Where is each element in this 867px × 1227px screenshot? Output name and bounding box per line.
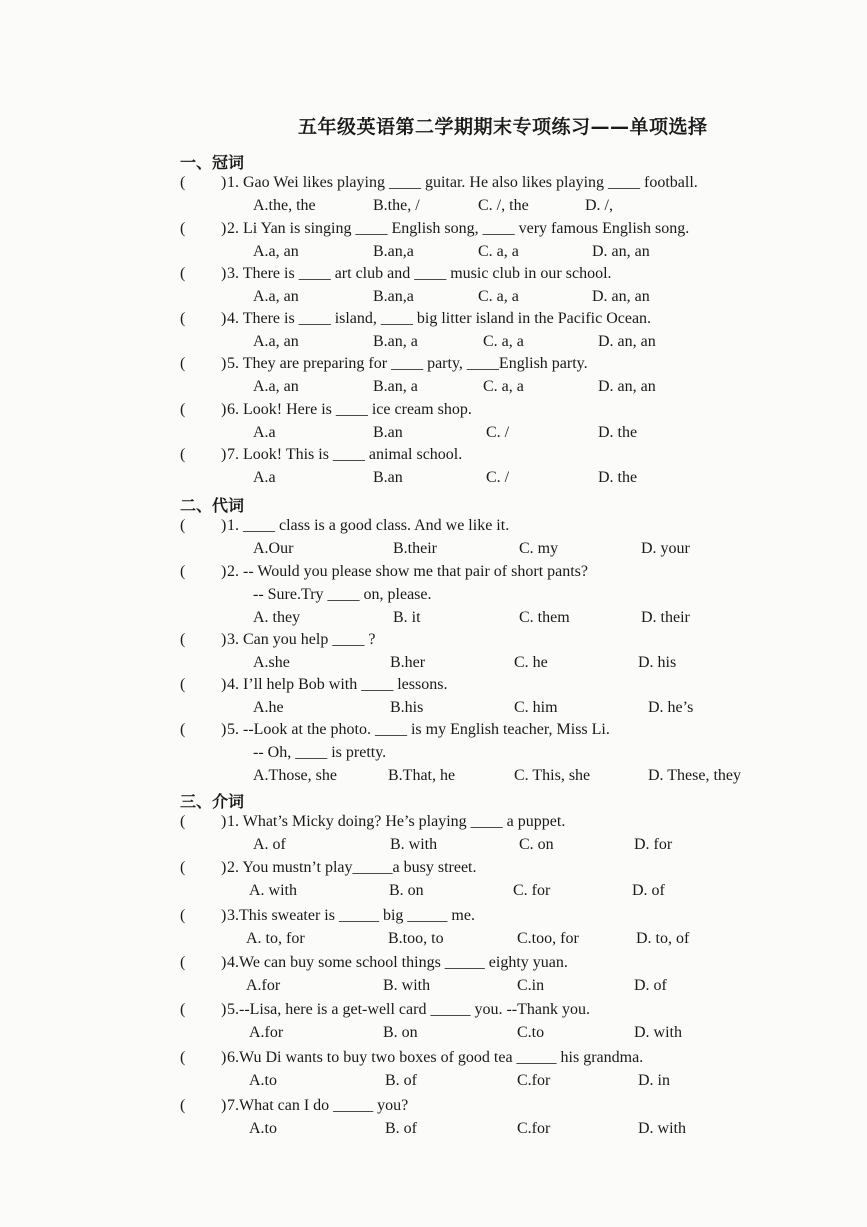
option-d: D. /, (585, 197, 613, 214)
option-b: B.an, a (373, 378, 418, 395)
question-text: 2. -- Would you please show me that pair of short pants? (227, 563, 589, 580)
option-a: A.a (253, 469, 276, 486)
option-c: C. /, the (478, 197, 529, 214)
option-d: D. of (634, 977, 667, 994)
option-c: C. he (514, 654, 548, 671)
section-heading: 二、代词 (180, 496, 245, 515)
option-d: D. his (638, 654, 677, 671)
question-text: 6. Look! Here is ____ ice cream shop. (227, 401, 472, 418)
answer-blank-open: ( (180, 220, 186, 237)
answer-blank-open: ( (180, 401, 186, 418)
option-b: B. with (383, 977, 431, 994)
question-text: 5. They are preparing for ____ party, ____English party. (227, 355, 588, 372)
option-b: B.an (373, 424, 403, 441)
option-a: A.a (253, 424, 276, 441)
answer-blank-open: ( (180, 676, 186, 693)
option-d: D. to, of (636, 930, 690, 947)
answer-blank-open: ( (180, 813, 186, 830)
option-b: B. of (385, 1120, 417, 1137)
option-b: B.too, to (388, 930, 444, 947)
option-b: B.an (373, 469, 403, 486)
answer-blank-close: ) (221, 174, 227, 191)
page-title: 五年级英语第二学期期末专项练习——单项选择 (298, 116, 708, 138)
option-b: B. on (389, 882, 424, 899)
option-d: D. with (634, 1024, 682, 1041)
option-d: D. their (641, 609, 690, 626)
option-a: A. with (249, 882, 297, 899)
question-text: 3. Can you help ____ ? (227, 631, 376, 648)
option-c: C. my (519, 540, 559, 557)
option-d: D. in (638, 1072, 670, 1089)
question-text: 5. --Look at the photo. ____ is my English teacher, Miss Li. (227, 721, 610, 738)
option-c: C. / (486, 469, 510, 486)
option-a: A.the, the (253, 197, 316, 214)
answer-blank-open: ( (180, 721, 186, 738)
question-text: 4. I’ll help Bob with ____ lessons. (227, 676, 448, 693)
option-d: D. an, an (592, 288, 650, 305)
answer-blank-open: ( (180, 631, 186, 648)
answer-blank-open: ( (180, 265, 186, 282)
option-b: B. with (390, 836, 438, 853)
answer-blank-close: ) (221, 1001, 227, 1018)
option-c: C. him (514, 699, 558, 716)
option-c: C.for (517, 1120, 551, 1137)
option-a: A.a, an (253, 378, 299, 395)
question-text: 7. Look! This is ____ animal school. (227, 446, 463, 463)
option-c: C.too, for (517, 930, 579, 947)
option-d: D. These, they (648, 767, 742, 784)
option-a: A.he (253, 699, 284, 716)
answer-blank-close: ) (221, 220, 227, 237)
option-d: D. with (638, 1120, 686, 1137)
question-text: 1. Gao Wei likes playing ____ guitar. He also likes playing ____ football. (227, 174, 698, 191)
question-continuation: -- Oh, ____ is pretty. (253, 744, 387, 761)
answer-blank-open: ( (180, 446, 186, 463)
option-c: C. a, a (483, 333, 524, 350)
answer-blank-open: ( (180, 859, 186, 876)
option-c: C. a, a (483, 378, 524, 395)
question-text: 3. There is ____ art club and ____ music club in our school. (227, 265, 612, 282)
answer-blank-close: ) (221, 813, 227, 830)
answer-blank-close: ) (221, 401, 227, 418)
question-continuation: -- Sure.Try ____ on, please. (253, 586, 432, 603)
answer-blank-close: ) (221, 265, 227, 282)
answer-blank-open: ( (180, 954, 186, 971)
option-a: A.Our (253, 540, 294, 557)
question-text: 1. What’s Micky doing? He’s playing ____ a puppet. (227, 813, 566, 830)
option-b: B. of (385, 1072, 417, 1089)
option-b: B.an,a (373, 288, 414, 305)
section-heading: 一、冠词 (180, 153, 245, 172)
option-a: A.she (253, 654, 290, 671)
option-a: A. of (253, 836, 286, 853)
option-c: C. a, a (478, 288, 519, 305)
option-a: A.for (246, 977, 281, 994)
option-b: B. on (383, 1024, 418, 1041)
option-c: C. for (513, 882, 551, 899)
option-a: A.for (249, 1024, 284, 1041)
option-d: D. the (598, 469, 638, 486)
answer-blank-close: ) (221, 1049, 227, 1066)
answer-blank-close: ) (221, 1097, 227, 1114)
answer-blank-close: ) (221, 517, 227, 534)
option-d: D. an, an (598, 333, 656, 350)
answer-blank-open: ( (180, 174, 186, 191)
answer-blank-close: ) (221, 954, 227, 971)
answer-blank-open: ( (180, 517, 186, 534)
option-b: B. it (393, 609, 421, 626)
option-b: B.the, / (373, 197, 420, 214)
question-text: 7.What can I do _____ you? (227, 1097, 409, 1114)
option-a: A. they (253, 609, 301, 626)
answer-blank-close: ) (221, 446, 227, 463)
option-a: A.to (249, 1072, 277, 1089)
option-c: C.in (517, 977, 545, 994)
option-c: C. on (519, 836, 554, 853)
option-c: C. / (486, 424, 510, 441)
option-a: A.a, an (253, 288, 299, 305)
option-c: C.for (517, 1072, 551, 1089)
option-b: B.That, he (388, 767, 456, 784)
option-c: C.to (517, 1024, 545, 1041)
answer-blank-close: ) (221, 907, 227, 924)
option-d: D. your (641, 540, 690, 557)
option-d: D. an, an (592, 243, 650, 260)
option-d: D. an, an (598, 378, 656, 395)
option-a: A. to, for (246, 930, 305, 947)
option-d: D. he’s (648, 699, 694, 716)
question-text: 6.Wu Di wants to buy two boxes of good tea _____ his grandma. (227, 1049, 644, 1066)
question-text: 4. There is ____ island, ____ big litter island in the Pacific Ocean. (227, 310, 652, 327)
answer-blank-close: ) (221, 563, 227, 580)
option-d: D. of (632, 882, 665, 899)
question-text: 1. ____ class is a good class. And we like it. (227, 517, 510, 534)
option-a: A.to (249, 1120, 277, 1137)
question-text: 2. You mustn’t play_____a busy street. (227, 859, 477, 876)
question-text: 4.We can buy some school things _____ eighty yuan. (227, 954, 568, 971)
option-c: C. them (519, 609, 570, 626)
option-b: B.their (393, 540, 437, 557)
option-b: B.her (390, 654, 426, 671)
section-heading: 三、介词 (180, 792, 245, 811)
answer-blank-close: ) (221, 355, 227, 372)
answer-blank-close: ) (221, 631, 227, 648)
answer-blank-close: ) (221, 310, 227, 327)
answer-blank-open: ( (180, 907, 186, 924)
option-b: B.an, a (373, 333, 418, 350)
answer-blank-open: ( (180, 1049, 186, 1066)
answer-blank-open: ( (180, 1097, 186, 1114)
option-d: D. for (634, 836, 673, 853)
question-text: 2. Li Yan is singing ____ English song, ____ very famous English song. (227, 220, 690, 237)
question-text: 5.--Lisa, here is a get-well card _____ you. --Thank you. (227, 1001, 590, 1018)
answer-blank-close: ) (221, 676, 227, 693)
answer-blank-close: ) (221, 859, 227, 876)
answer-blank-open: ( (180, 1001, 186, 1018)
answer-blank-open: ( (180, 310, 186, 327)
option-c: C. This, she (514, 767, 591, 784)
option-a: A.a, an (253, 333, 299, 350)
option-b: B.an,a (373, 243, 414, 260)
question-text: 3.This sweater is _____ big _____ me. (227, 907, 475, 924)
option-a: A.a, an (253, 243, 299, 260)
answer-blank-open: ( (180, 355, 186, 372)
option-d: D. the (598, 424, 638, 441)
option-a: A.Those, she (253, 767, 337, 784)
option-c: C. a, a (478, 243, 519, 260)
answer-blank-close: ) (221, 721, 227, 738)
option-b: B.his (390, 699, 424, 716)
answer-blank-open: ( (180, 563, 186, 580)
